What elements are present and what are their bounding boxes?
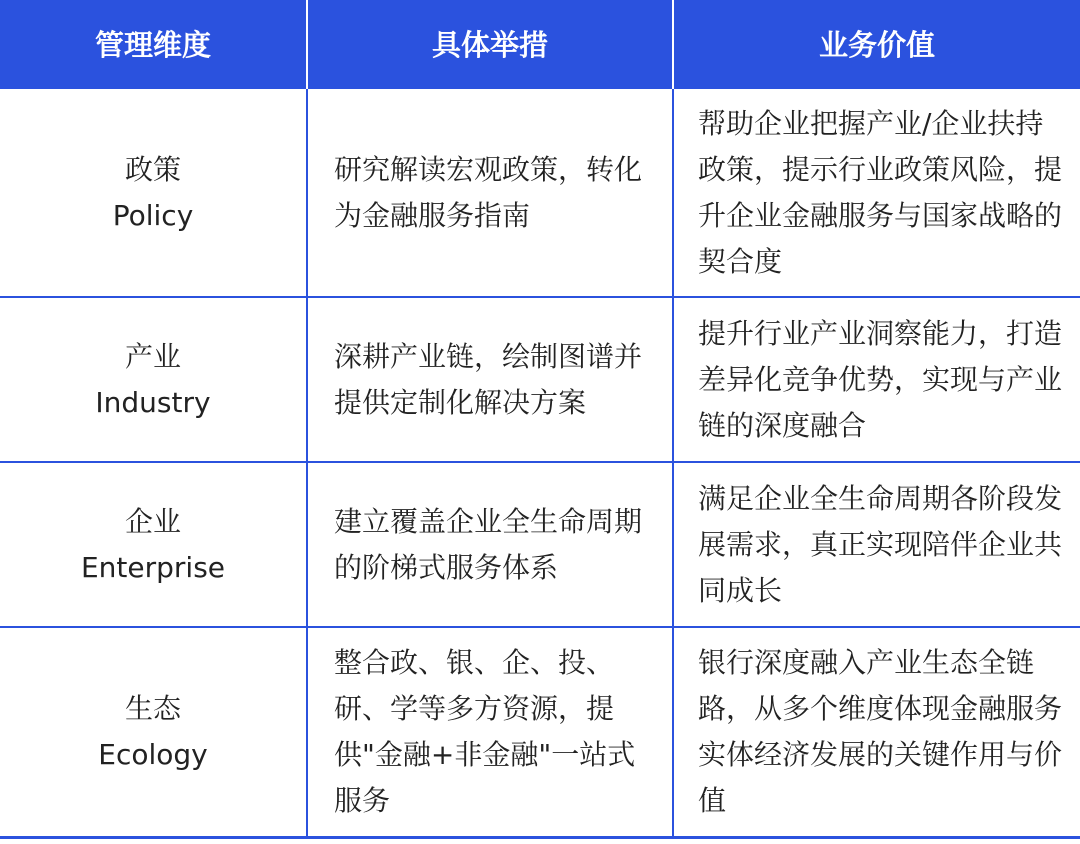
- dimension-cell: [0, 462, 307, 627]
- measure-cell: 研究解读宏观政策，转化为金融服务指南: [307, 88, 673, 297]
- value-cell: 帮助企业把握产业/企业扶持政策，提示行业政策风险，提升企业金融服务与国家战略的契合度: [673, 88, 1080, 297]
- table-header-row: [0, 0, 1080, 88]
- dimension-en: Enterprise: [80, 550, 226, 584]
- dimension-cell: [0, 627, 307, 837]
- dimension-en: Industry: [95, 385, 211, 419]
- value-cell: 提升行业产业洞察能力，打造差异化竞争优势，实现与产业链的深度融合: [673, 297, 1080, 462]
- measure-cell: 建立覆盖企业全生命周期的阶梯式服务体系: [307, 462, 673, 627]
- dimension-zh: 产业: [124, 339, 181, 373]
- dimension-cell: [0, 88, 307, 297]
- table-row: [0, 462, 1080, 627]
- table-row: [0, 297, 1080, 462]
- dimension-cell: [0, 297, 307, 462]
- table-row: [0, 627, 1080, 837]
- value-cell: 满足企业全生命周期各阶段发展需求，真正实现陪伴企业共同成长: [673, 462, 1080, 627]
- dimension-en: Ecology: [98, 737, 208, 771]
- dimension-zh: 生态: [124, 691, 181, 725]
- dimension-zh: 政策: [124, 152, 181, 186]
- measure-cell: 整合政、银、企、投、研、学等多方资源，提供"金融+非金融"一站式服务: [307, 627, 673, 837]
- header-business-value: 业务价值: [673, 0, 1080, 88]
- measure-cell: 深耕产业链，绘制图谱并提供定制化解决方案: [307, 297, 673, 462]
- dimension-en: Policy: [112, 198, 194, 232]
- dimension-zh: 企业: [124, 504, 181, 538]
- header-measures: 具体举措: [307, 0, 673, 88]
- header-dimension: 管理维度: [0, 0, 307, 88]
- value-cell: 银行深度融入产业生态全链路，从多个维度体现金融服务实体经济发展的关键作用与价值: [673, 627, 1080, 837]
- table-row: [0, 88, 1080, 297]
